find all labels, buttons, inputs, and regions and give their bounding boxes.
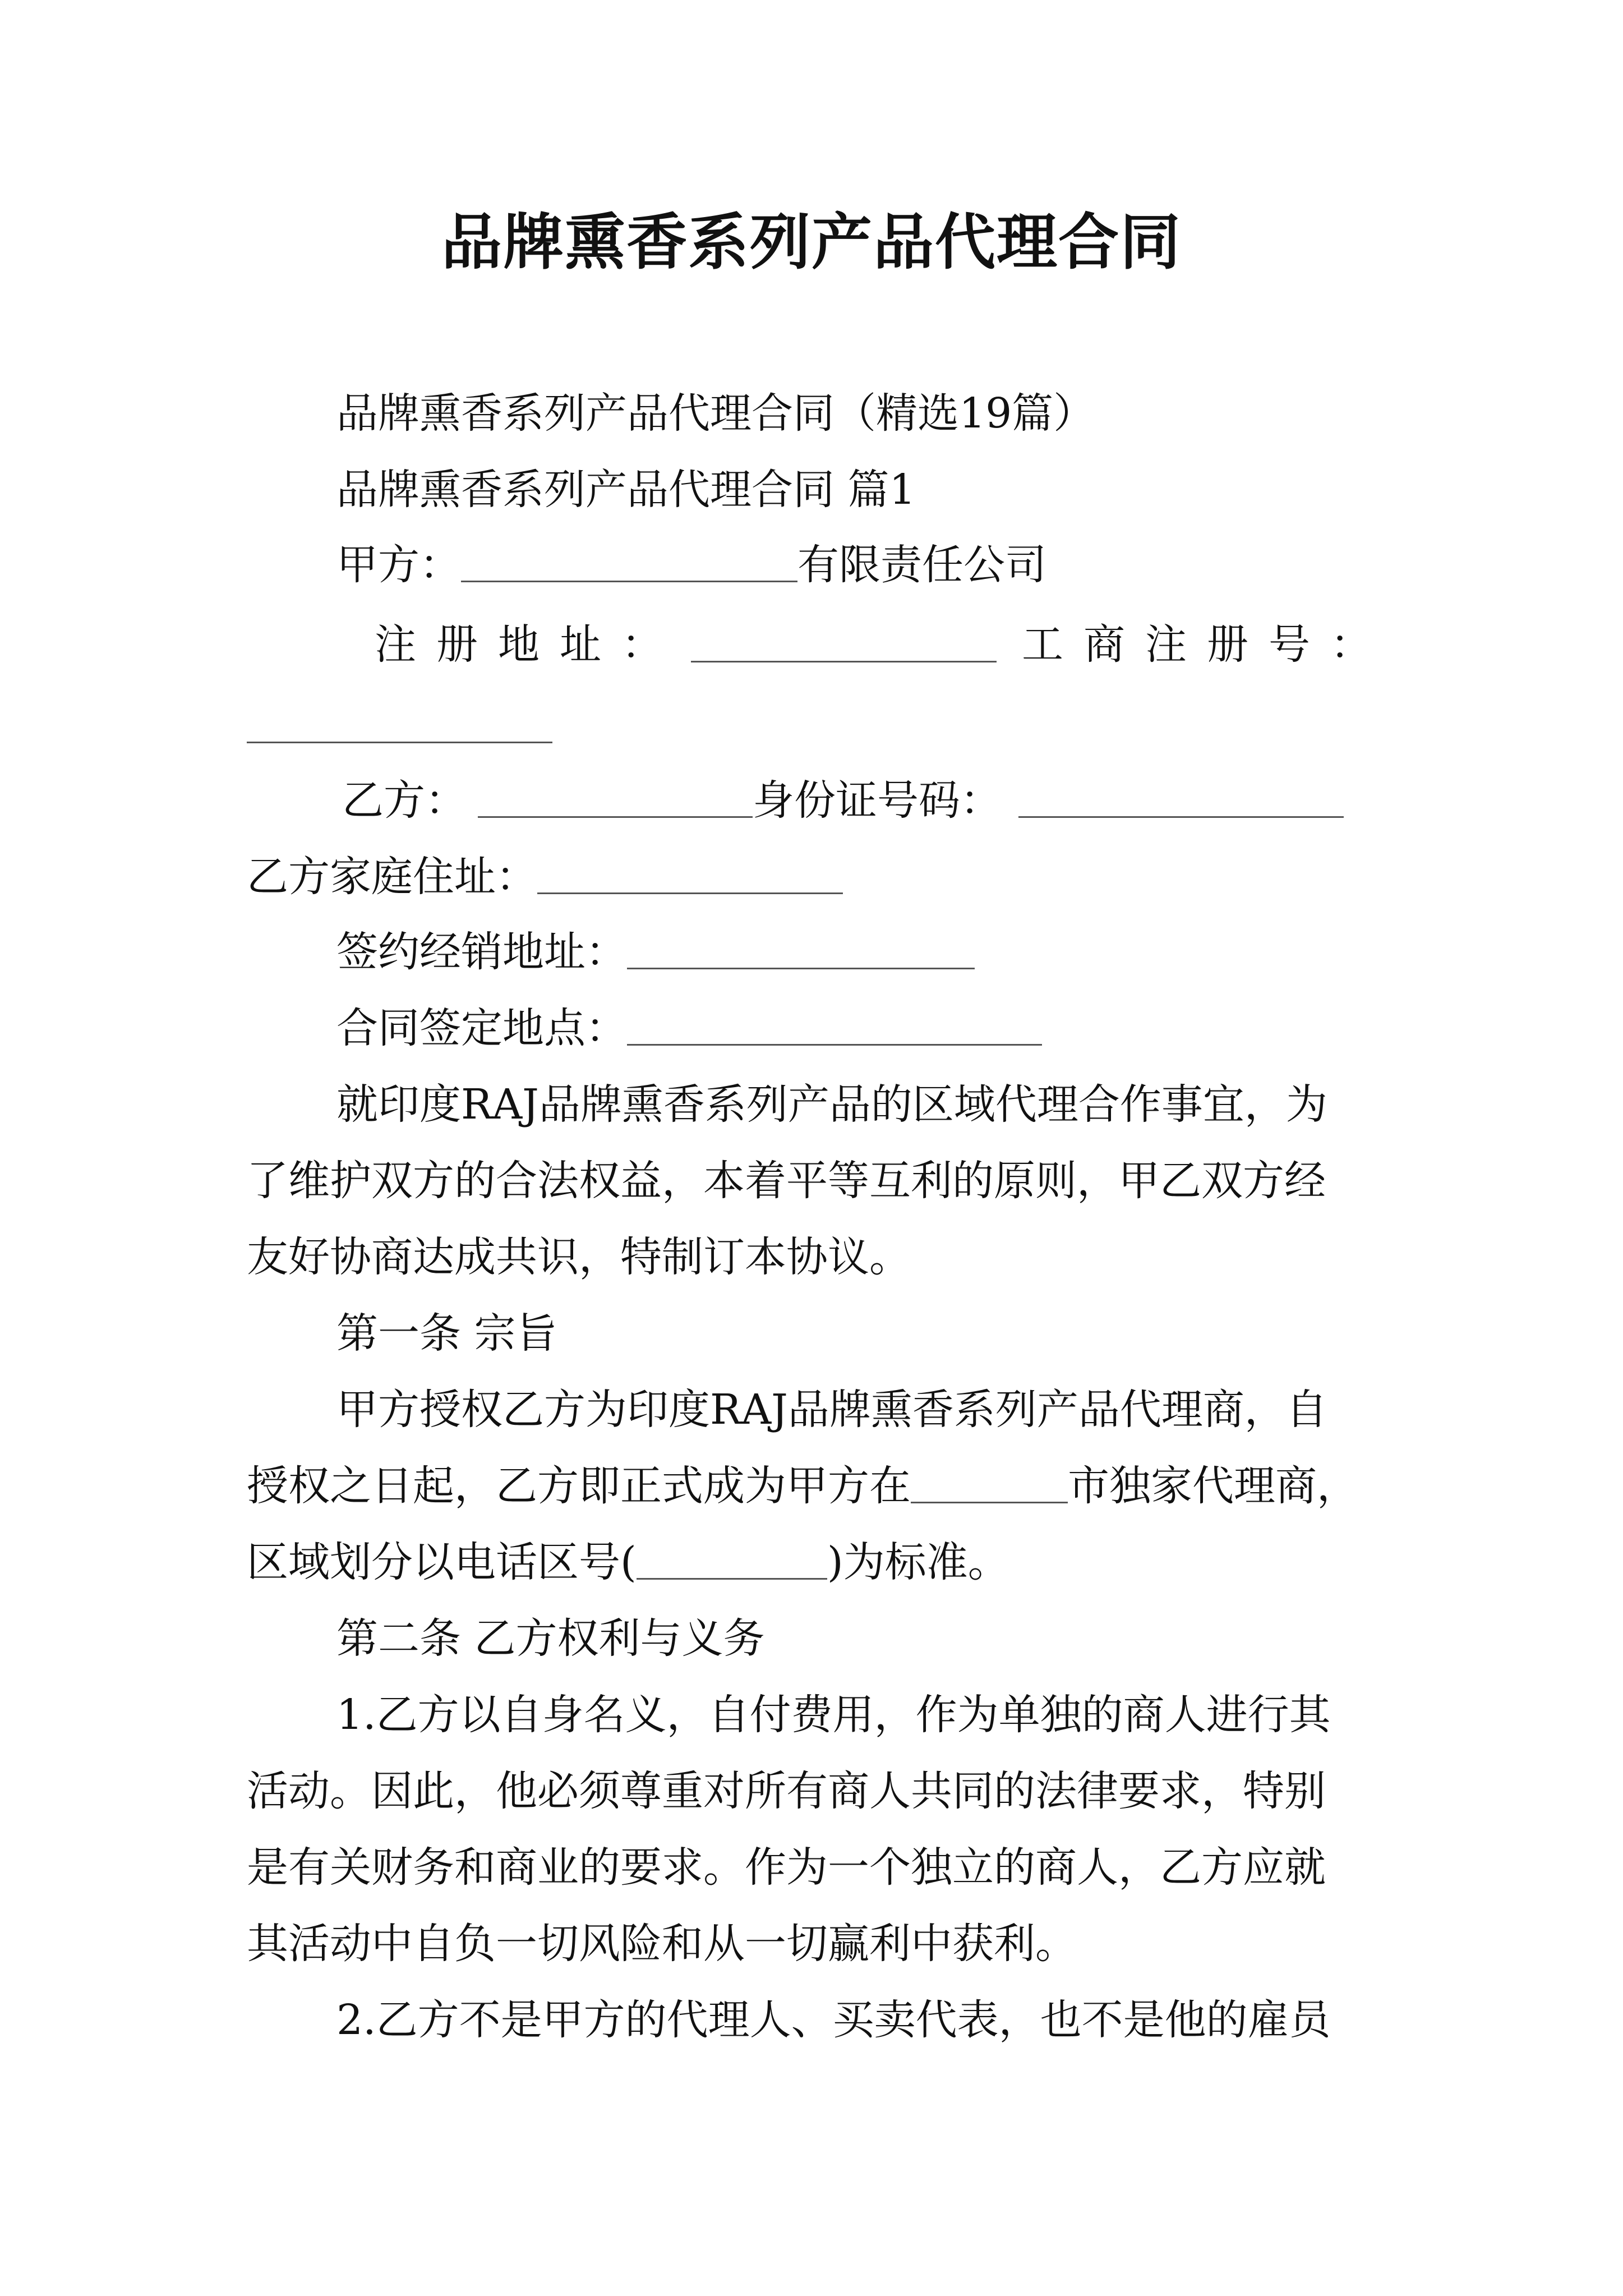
article-1-line-3-end: )为标准。 — [827, 1538, 1009, 1586]
section-heading: 品牌熏香系列产品代理合同 篇1 — [336, 466, 916, 514]
party-a-blank — [461, 546, 797, 582]
party-b-label: 乙方： — [342, 776, 467, 825]
party-a-row — [336, 541, 1046, 589]
city-blank — [911, 1467, 1068, 1503]
intro-line-1: 就印度RAJ品牌熏香系列产品的区域代理合作事宜，为 — [336, 1080, 1327, 1129]
signing-place-blank — [627, 1009, 1042, 1046]
reg-address-blank — [691, 626, 997, 662]
business-reg-row — [1022, 620, 1392, 669]
id-number-blank — [1018, 781, 1344, 818]
clause-1-line-3: 是有关财务和商业的要求。作为一个独立的商人，乙方应就 — [247, 1843, 1326, 1892]
article-1-line-2 — [247, 1462, 1358, 1510]
article-1-line-1: 甲方授权乙方为印度RAJ品牌熏香系列产品代理商，自 — [336, 1386, 1327, 1434]
article-1-line-3 — [247, 1538, 1009, 1586]
intro-line-2: 了维护双方的合法权益，本着平等互利的原则，甲乙双方经 — [247, 1157, 1326, 1205]
party-b-blank — [478, 781, 753, 818]
home-address-label: 乙方家庭住址： — [247, 853, 537, 901]
party-b-row — [342, 776, 1344, 825]
home-address-row — [247, 853, 843, 901]
clause-1-line-4: 其活动中自负一切风险和从一切赢利中获利。 — [247, 1920, 1077, 1968]
clause-1-line-2: 活动。因此，他必须尊重对所有商人共同的法律要求，特别 — [247, 1767, 1326, 1815]
reg-address-row — [375, 620, 683, 669]
clause-2-line-1: 2.乙方不是甲方的代理人、买卖代表，也不是他的雇员 — [336, 1996, 1331, 2044]
dealer-address-row — [336, 928, 975, 976]
reg-address-label: 注册地址： — [375, 620, 683, 669]
document-title: 品牌熏香系列产品代理合同 — [441, 207, 1182, 278]
business-reg-label: 工商注册号： — [1022, 620, 1392, 669]
intro-line-3: 友好协商达成共识，特制订本协议。 — [247, 1233, 911, 1281]
article-1-line-2-end: 市独家代理商， — [1068, 1462, 1358, 1510]
article-2-heading: 第二条 乙方权利与义务 — [336, 1614, 765, 1663]
party-a-label: 甲方： — [336, 541, 461, 589]
dealer-address-label: 签约经销地址： — [336, 928, 627, 976]
article-1-line-2-start: 授权之日起，乙方即正式成为甲方在 — [247, 1462, 911, 1510]
article-1-line-3-start: 区域划分以电话区号( — [247, 1538, 637, 1586]
id-number-label: 身份证号码： — [753, 776, 1002, 825]
business-reg-blank — [247, 707, 552, 743]
home-address-blank — [537, 858, 843, 894]
clause-1-line-1: 1.乙方以自身名义，自付费用，作为单独的商人进行其 — [336, 1691, 1331, 1739]
area-code-blank — [637, 1543, 827, 1580]
dealer-address-blank — [627, 933, 975, 969]
signing-place-label: 合同签定地点： — [336, 1004, 627, 1052]
party-a-suffix: 有限责任公司 — [797, 541, 1046, 589]
document-subtitle: 品牌熏香系列产品代理合同（精选19篇） — [336, 389, 1095, 438]
article-1-heading: 第一条 宗旨 — [336, 1309, 557, 1358]
signing-place-row — [336, 1004, 1042, 1052]
